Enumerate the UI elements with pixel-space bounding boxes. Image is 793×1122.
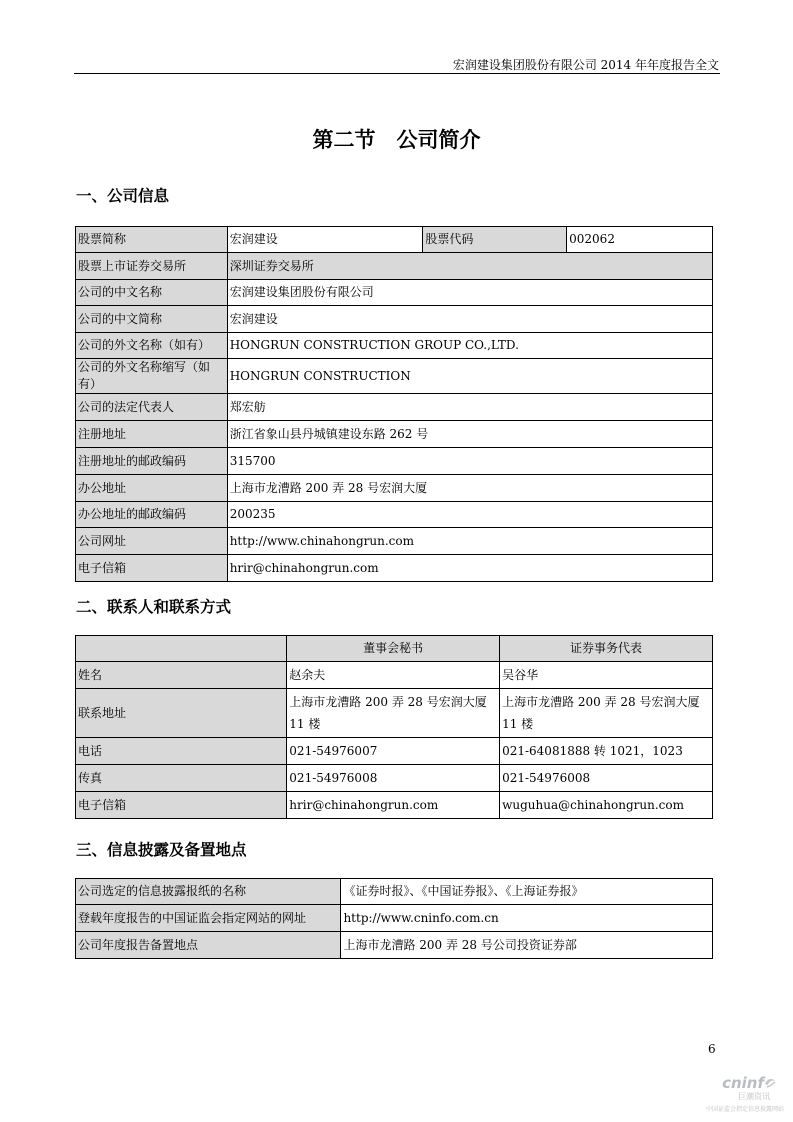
row-value: http://www.chinahongrun.com [227, 528, 712, 555]
table-row [76, 689, 713, 738]
table-row [76, 227, 713, 253]
rep-value: 上海市龙漕路 200 弄 28 号宏润大厦 11 楼 [500, 689, 713, 738]
secretary-value: 上海市龙漕路 200 弄 28 号宏润大厦 11 楼 [287, 689, 500, 738]
table-row [76, 333, 713, 359]
row-value: HONGRUN CONSTRUCTION [227, 359, 712, 394]
table-row [76, 502, 713, 528]
row-value: 浙江省象山县丹城镇建设东路 262 号 [227, 421, 712, 448]
cninfo-watermark [705, 1074, 788, 1118]
secretary-value: hrir@chinahongrun.com [287, 792, 500, 819]
row-value: 《证券时报》、《中国证券报》、《上海证券报》 [341, 879, 713, 905]
row-value: hrir@chinahongrun.com [227, 555, 712, 582]
table-row [76, 359, 713, 394]
col-rep-header: 证券事务代表 [500, 636, 713, 662]
row-label: 传真 [76, 765, 287, 792]
row-value: http://www.cninfo.com.cn [341, 905, 713, 932]
row-value: 深圳证券交易所 [227, 253, 712, 280]
table-row [76, 306, 713, 333]
stock-name-label: 股票简称 [76, 227, 228, 253]
section-title: 第二节 公司简介 [312, 128, 481, 152]
row-label: 公司的中文名称 [76, 280, 228, 306]
table-row [76, 738, 713, 765]
header-rule [74, 73, 720, 74]
table-row [76, 394, 713, 421]
rep-value: 吴谷华 [500, 662, 713, 689]
page-number: 6 [708, 1042, 716, 1056]
row-label: 联系地址 [76, 689, 287, 738]
table-row [76, 636, 713, 662]
row-label: 公司的法定代表人 [76, 394, 228, 421]
watermark-brand: cninf [722, 1074, 764, 1092]
table-row [76, 879, 713, 905]
rep-value: wuguhua@chinahongrun.com [500, 792, 713, 819]
company-info-table [75, 226, 713, 582]
row-value: 上海市龙漕路 200 弄 28 号宏润大厦 [227, 475, 712, 502]
rep-value: 021-64081888 转 1021，1023 [500, 738, 713, 765]
row-label: 公司的外文名称缩写（如有） [76, 359, 228, 394]
row-label: 股票上市证券交易所 [76, 253, 228, 280]
row-value: 315700 [227, 448, 712, 475]
company-info-heading: 一、公司信息 [76, 187, 170, 205]
table-row [76, 280, 713, 306]
disclosure-table [75, 878, 713, 959]
rep-value: 021-54976008 [500, 765, 713, 792]
table-row [76, 905, 713, 932]
row-label: 注册地址的邮政编码 [76, 448, 228, 475]
stock-name-value: 宏润建设 [227, 227, 423, 253]
table-row [76, 253, 713, 280]
stock-code-label: 股票代码 [423, 227, 567, 253]
table-row [76, 448, 713, 475]
contact-heading: 二、联系人和联系方式 [76, 598, 232, 616]
table-row [76, 528, 713, 555]
stock-code-value: 002062 [567, 227, 713, 253]
running-header: 宏润建设集团股份有限公司 2014 年年度报告全文 [452, 58, 719, 72]
row-value: HONGRUN CONSTRUCTION GROUP CO.,LTD. [227, 333, 712, 359]
row-value: 宏润建设 [227, 306, 712, 333]
watermark-tagline: 中国证监会指定信息披露网站 [705, 1106, 784, 1113]
table-row [76, 662, 713, 689]
row-label: 电子信箱 [76, 555, 228, 582]
watermark-brand-cn: 巨潮资讯 [738, 1092, 770, 1101]
table-row [76, 932, 713, 959]
row-value: 宏润建设集团股份有限公司 [227, 280, 712, 306]
row-value: 上海市龙漕路 200 弄 28 号公司投资证券部 [341, 932, 713, 959]
table-row [76, 765, 713, 792]
contact-table [75, 635, 713, 819]
table-row [76, 421, 713, 448]
row-label: 姓名 [76, 662, 287, 689]
row-label: 登载年度报告的中国证监会指定网站的网址 [76, 905, 341, 932]
header-blank-cell [76, 636, 287, 662]
row-label: 电话 [76, 738, 287, 765]
row-label: 办公地址的邮政编码 [76, 502, 228, 528]
row-value: 郑宏舫 [227, 394, 712, 421]
table-row [76, 475, 713, 502]
row-label: 公司的中文简称 [76, 306, 228, 333]
row-label: 注册地址 [76, 421, 228, 448]
row-label: 公司年度报告备置地点 [76, 932, 341, 959]
swirl-icon [764, 1076, 776, 1088]
row-value: 200235 [227, 502, 712, 528]
secretary-value: 021-54976007 [287, 738, 500, 765]
secretary-value: 赵余夫 [287, 662, 500, 689]
row-label: 公司网址 [76, 528, 228, 555]
table-row [76, 792, 713, 819]
row-label: 公司的外文名称（如有） [76, 333, 228, 359]
secretary-value: 021-54976008 [287, 765, 500, 792]
row-label: 电子信箱 [76, 792, 287, 819]
col-secretary-header: 董事会秘书 [287, 636, 500, 662]
row-label: 办公地址 [76, 475, 228, 502]
disclosure-heading: 三、信息披露及备置地点 [76, 841, 247, 859]
table-row [76, 555, 713, 582]
row-label: 公司选定的信息披露报纸的名称 [76, 879, 341, 905]
